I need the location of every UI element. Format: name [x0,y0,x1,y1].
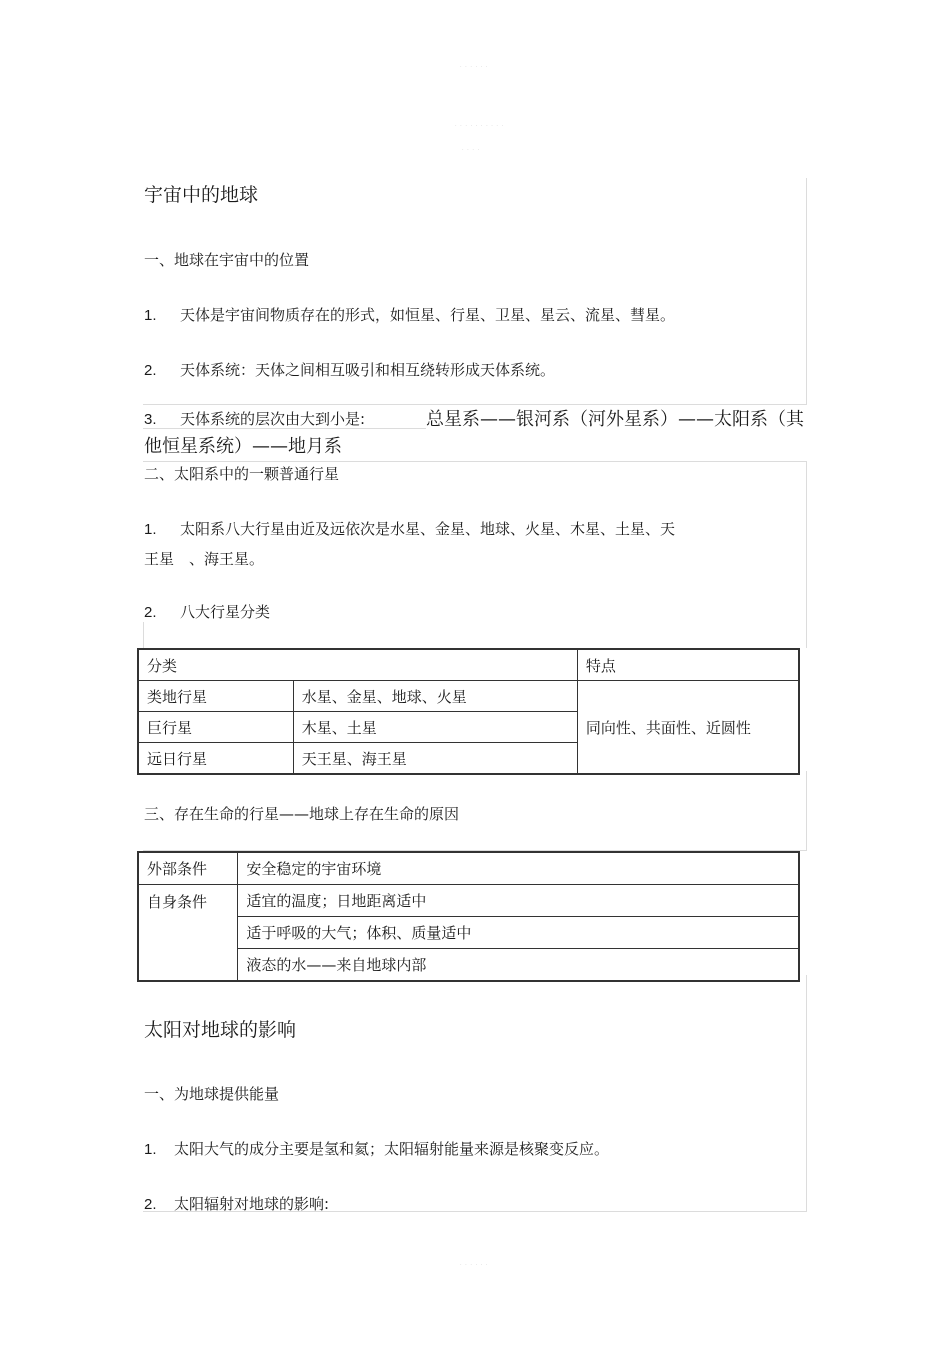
table-row [138,949,799,982]
list-item [144,518,675,539]
item-number: 1. [144,1141,157,1158]
section-title: 宇宙中的地球 [144,184,259,206]
item-text: 太阳系八大行星由近及远依次是水星、金星、地球、火星、木星、土星、天 [180,520,676,538]
list-item [144,1193,329,1214]
table-header-cell: 分类 [138,649,577,681]
table-cell: 天王星、海王星 [293,743,577,775]
list-item [144,359,555,380]
table-cell: 自身条件 [138,885,238,982]
list-item [144,1138,609,1159]
table-header-row [138,649,799,681]
frame-line [143,461,807,462]
table-cell: 远日行星 [138,743,293,775]
table-cell: 液态的水——来自地球内部 [238,949,799,982]
item-number: 1. [144,307,157,324]
table-cell: 外部条件 [138,852,238,885]
table-cell: 木星、土星 [293,712,577,743]
item-text: 八大行星分类 [180,603,271,621]
frame-line [806,771,807,851]
item-text: 天体系统的层次由大到小是: [180,410,366,428]
part-heading: 一、地球在宇宙中的位置 [144,251,310,269]
section-title: 太阳对地球的影响 [144,1019,297,1041]
table-row [138,681,799,712]
life-conditions-table [137,851,800,982]
list-item [144,601,270,622]
list-item [144,304,675,325]
planet-classification-table [137,648,800,775]
item-text: 太阳辐射对地球的影响: [174,1195,330,1213]
header-mark: · · · · · · · · · · [455,123,505,129]
part-heading: 三、存在生命的行星——地球上存在生命的原因 [144,805,460,823]
item-number: 2. [144,1196,157,1213]
header-mark: · · · · [462,147,481,153]
table-cell: 适于呼吸的大气；体积、质量适中 [238,917,799,949]
table-row [138,917,799,949]
part-heading: 二、太阳系中的一颗普通行星 [144,465,340,483]
hierarchy-answer: 总星系——银河系（河外星系）——太阳系（其 [426,409,804,430]
list-item [144,408,365,429]
feature-cell: 同向性、共面性、近圆性 [577,681,799,775]
frame-line [806,461,807,648]
table-row [138,852,799,885]
frame-line [143,622,144,648]
table-row [138,885,799,917]
table-cell: 适宜的温度；日地距离适中 [238,885,799,917]
item-text: 太阳大气的成分主要是氢和氦；太阳辐射能量来源是核聚变反应。 [174,1140,610,1158]
item-text-cont: 王星 、海王星。 [144,550,265,568]
item-text: 天体是宇宙间物质存在的形式，如恒星、行星、卫星、星云、流星、彗星。 [180,306,676,324]
table-cell: 水星、金星、地球、火星 [293,681,577,712]
item-number: 2. [144,362,157,379]
item-number: 1. [144,521,157,538]
frame-line [806,178,807,404]
header-mark: · · · · · · [460,64,489,70]
table-cell: 类地行星 [138,681,293,712]
table-cell: 巨行星 [138,712,293,743]
item-text: 天体系统：天体之间相互吸引和相互绕转形成天体系统。 [180,361,556,379]
footer-mark: · · · · · · [460,1262,489,1268]
table-cell: 安全稳定的宇宙环境 [238,852,799,885]
hierarchy-answer-cont: 他恒星系统）——地月系 [144,436,342,457]
table-header-cell: 特点 [577,649,799,681]
item-number: 3. [144,411,157,428]
frame-line [806,975,807,1211]
item-number: 2. [144,604,157,621]
part-heading: 一、为地球提供能量 [144,1085,280,1103]
